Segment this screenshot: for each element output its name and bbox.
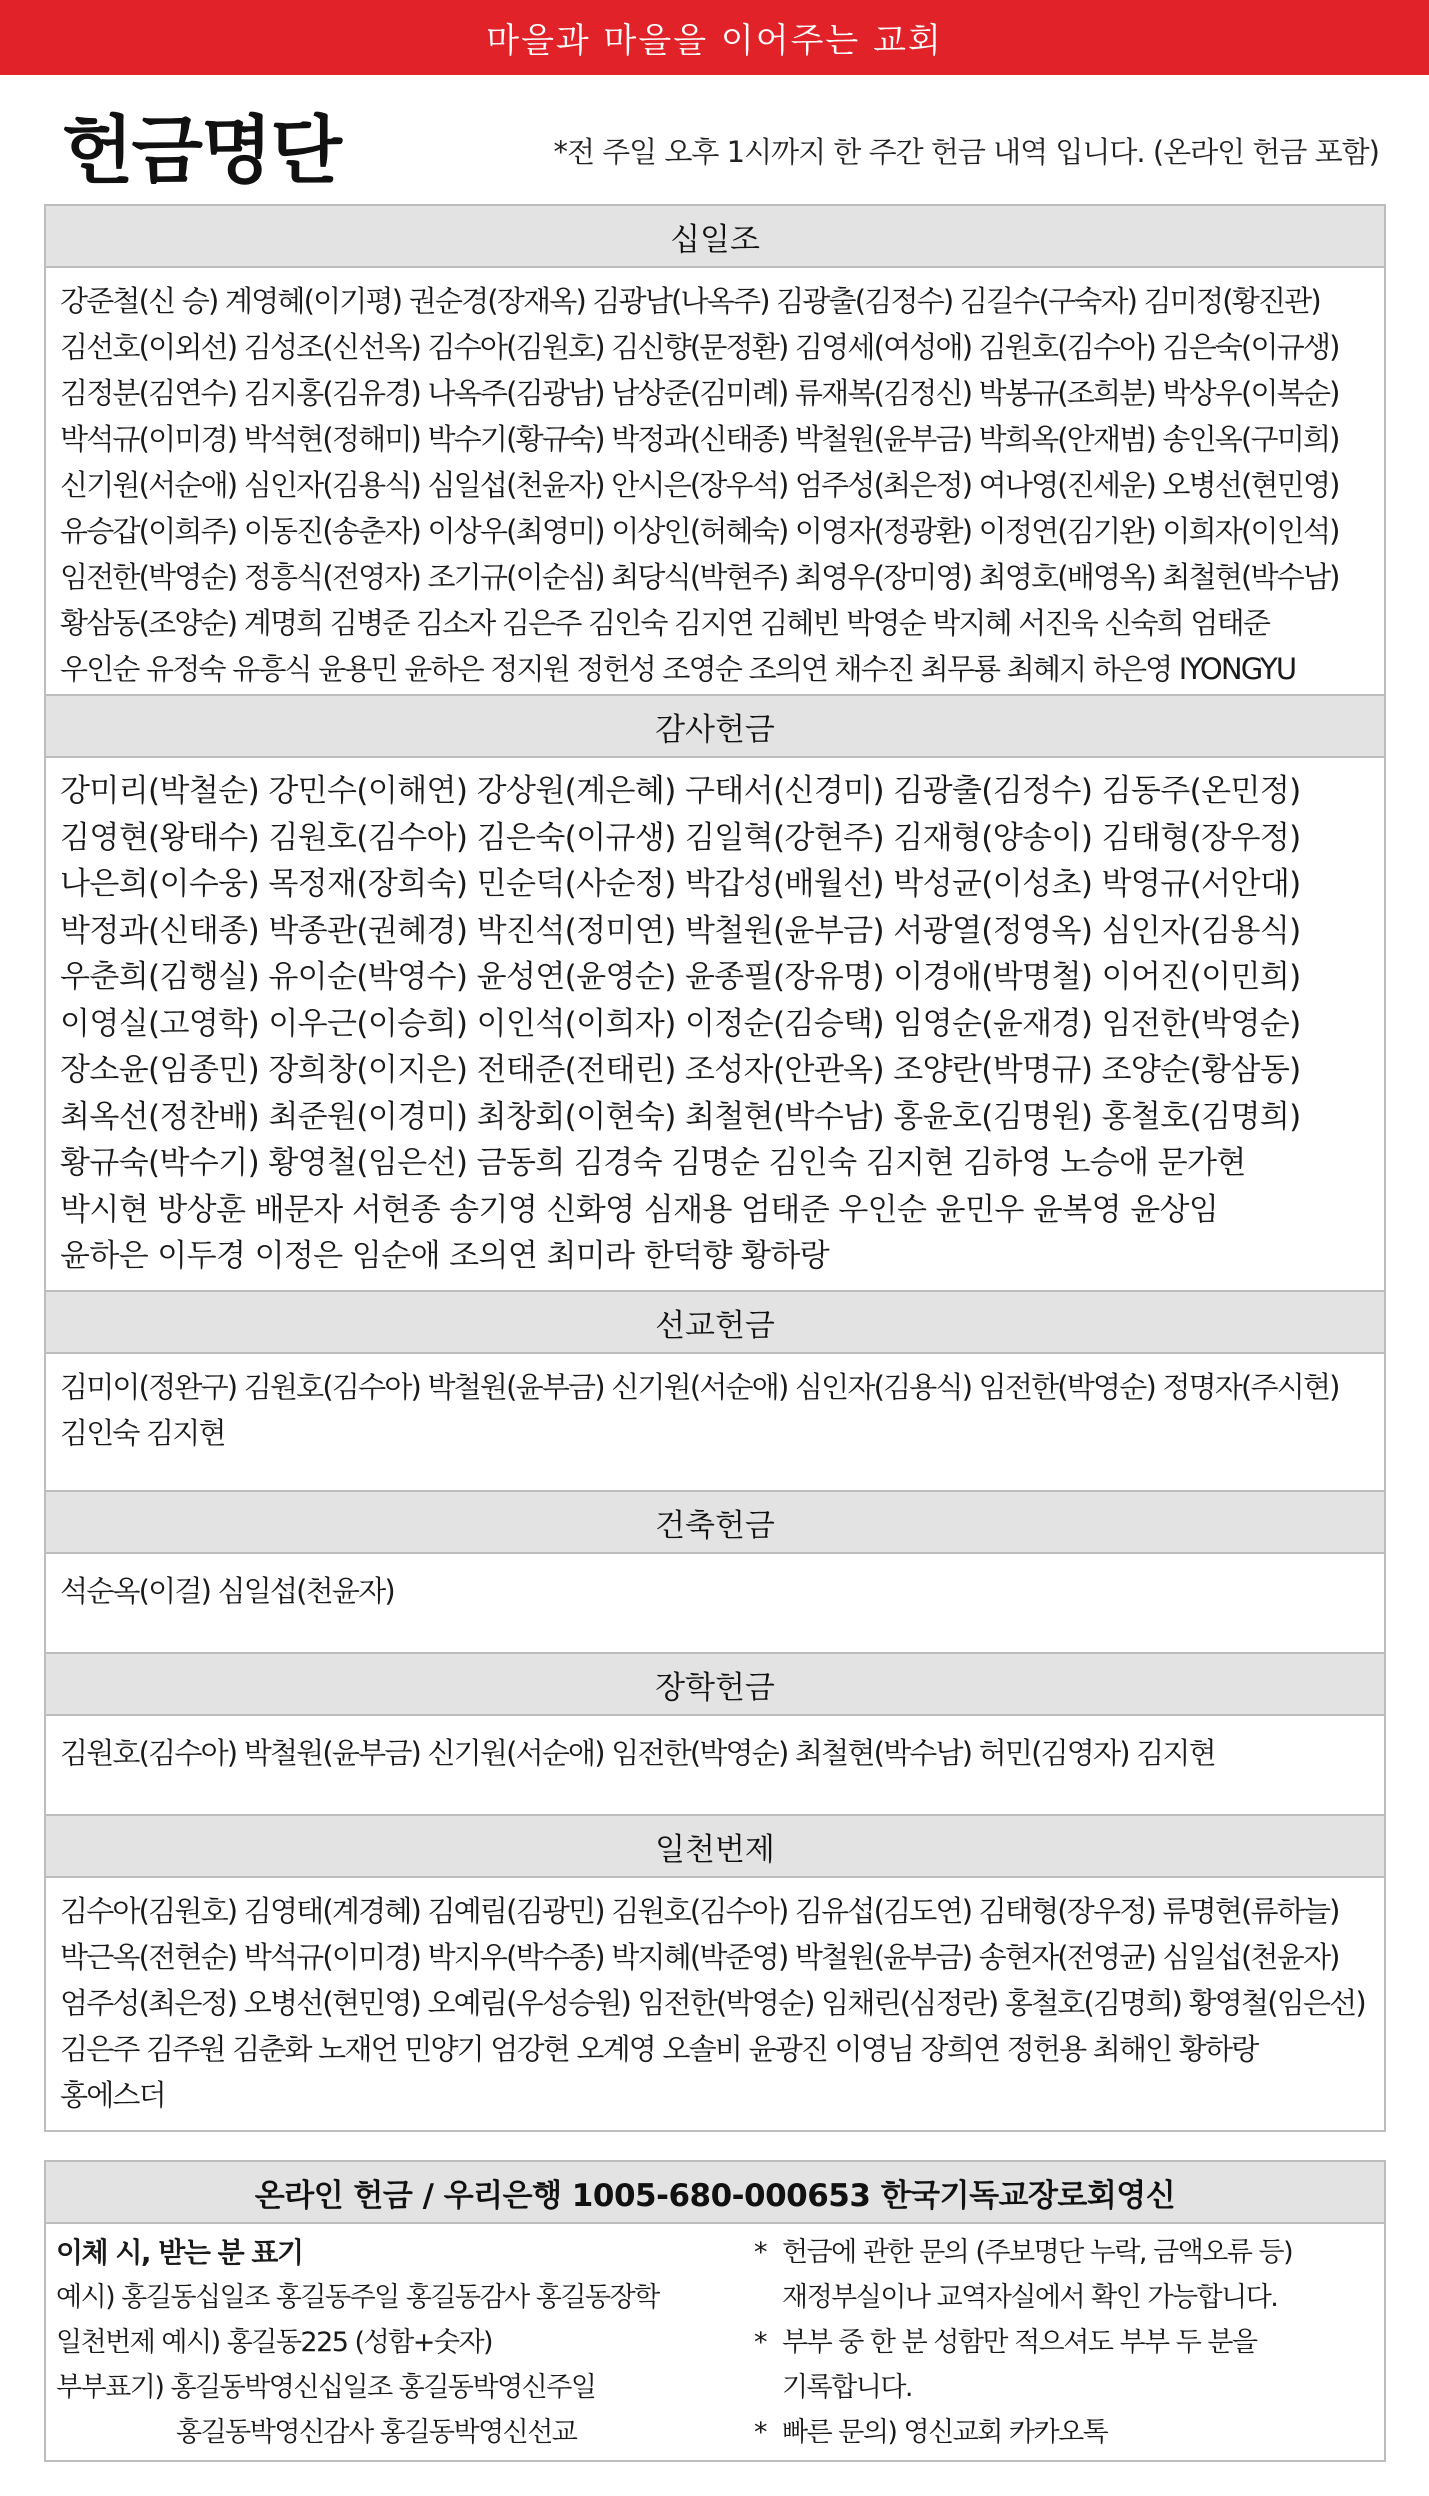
name-line: 강준철(신 승) 계영혜(이기평) 권순경(장재옥) 김광남(나옥주) 김광출(김정수) 김길수(구숙자) 김미정(황진관) [60,284,1320,318]
name-line: 김수아(김원호) 김영태(계경혜) 김예림(김광민) 김원호(김수아) 김유섭(김도연) 김태형(장우정) 류명현(류하늘) [60,1894,1339,1928]
transfer-example: 부부표기) 홍길동박영신십일조 홍길동박영신주일 [56,2372,596,2403]
section-title: 선교헌금 [46,1292,1384,1354]
name-line: 나은희(이수웅) 목정재(장희숙) 민순덕(사순정) 박갑성(배월선) 박성균(이성초) 박영규(서안대) [60,866,1301,902]
transfer-guide [56,2230,776,2455]
name-line: 박근옥(전현순) 박석규(이미경) 박지우(박수종) 박지혜(박준영) 박철원(윤부금) 송현자(전영균) 심일섭(천윤자) [60,1940,1339,1974]
section-body [46,268,1384,692]
name-line: 강미리(박철순) 강민수(이해연) 강상원(계은혜) 구태서(신경미) 김광출(김정수) 김동주(온민정) [60,773,1301,809]
inquiry-note: 헌금에 관한 문의 (주보명단 누락, 금액오류 등) [782,2237,1293,2268]
name-line: 우춘희(김행실) 유이순(박영수) 윤성연(윤영순) 윤종필(장유명) 이경애(박명철) 이어진(이민희) [60,959,1301,995]
name-line: 황규숙(박수기) 황영철(임은선) 금동희 김경숙 김명순 김인숙 김지현 김하영 노승애 문가현 [60,1145,1246,1181]
section-title: 건축헌금 [46,1492,1384,1554]
section-body [46,1554,1384,1614]
inquiry-note: 기록합니다. [782,2372,912,2403]
section-title: 감사헌금 [46,696,1384,758]
section-tithe [44,204,1386,696]
section-mission [44,1290,1386,1492]
name-line: 유승갑(이희주) 이동진(송춘자) 이상우(최영미) 이상인(허혜숙) 이영자(정광환) 이정연(김기완) 이희자(이인석) [60,514,1339,548]
name-line: 장소윤(임종민) 장희창(이지은) 전태준(전태린) 조성자(안관옥) 조양란(박명규) 조양순(황삼동) [60,1052,1301,1088]
bullet-star: * [754,2237,766,2268]
section-scholarship [44,1652,1386,1816]
name-line: 김영현(왕태수) 김원호(김수아) 김은숙(이규생) 김일혁(강현주) 김재형(양송이) 김태형(장우정) [60,819,1301,856]
name-line: 김미이(정완구) 김원호(김수아) 박철원(윤부금) 신기원(서순애) 심인자(김용식) 임전한(박영순) 정명자(주시현) [60,1370,1339,1404]
bullet-star: * [754,2327,766,2358]
section-thousand-offering [44,1814,1386,2132]
name-line: 석순옥(이걸) 심일섭(천윤자) [60,1574,394,1608]
banner-text: 마을과 마을을 이어주는 교회 [486,21,943,61]
name-line: 윤하은 이두경 이정은 임순애 조의연 최미라 한덕향 황하랑 [60,1238,830,1274]
inquiry-note: 빠른 문의) 영신교회 카카오톡 [782,2417,1108,2448]
name-line: 임전한(박영순) 정흥식(전영자) 조기규(이순심) 최당식(박현주) 최영우(장미영) 최영호(배영옥) 최철현(박수남) [60,560,1339,594]
transfer-guide-heading: 이체 시, 받는 분 표기 [56,2236,303,2269]
bullet-star: * [754,2417,766,2448]
name-line: 김인숙 김지현 [60,1416,225,1450]
inquiry-notes [754,2230,1384,2455]
name-line: 박석규(이미경) 박석현(정해미) 박수기(황규숙) 박정과(신태종) 박철원(윤부금) 박희옥(안재범) 송인옥(구미희) [60,422,1339,456]
top-banner [0,0,1429,75]
transfer-example: 일천번제 예시) 홍길동225 (성함+숫자) [56,2327,493,2358]
online-offering-title: 온라인 헌금 / 우리은행 1005-680-000653 한국기독교장로회영신 [46,2162,1384,2224]
online-offering-box [44,2160,1386,2462]
section-title: 십일조 [46,206,1384,268]
name-line: 신기원(서순애) 심인자(김용식) 심일섭(천윤자) 안시은(장우석) 엄주성(최은정) 여나영(진세운) 오병선(현민영) [60,468,1339,502]
notice-text: *전 주일 오후 1시까지 한 주간 헌금 내역 입니다. (온라인 헌금 포함) [553,135,1379,169]
name-line: 박정과(신태종) 박종관(권혜경) 박진석(정미연) 박철원(윤부금) 서광열(정영옥) 심인자(김용식) [60,912,1301,949]
section-body [46,1354,1384,1456]
name-line: 우인순 유정숙 유흥식 윤용민 윤하은 정지원 정헌성 조영순 조의연 채수진 최무룡 최혜지 하은영 IYONGYU [60,652,1296,686]
section-body [46,758,1384,1280]
section-body [46,1878,1384,2118]
section-title: 일천번제 [46,1816,1384,1878]
name-line: 김정분(김연수) 김지홍(김유경) 나옥주(김광남) 남상준(김미례) 류재복(김정신) 박봉규(조희분) 박상우(이복순) [60,376,1339,410]
inquiry-note: 재정부실이나 교역자실에서 확인 가능합니다. [782,2282,1278,2313]
name-line: 최옥선(정찬배) 최준원(이경미) 최창회(이현숙) 최철현(박수남) 홍윤호(김명원) 홍철호(김명희) [60,1098,1301,1135]
page-title: 헌금명단 [62,108,340,194]
name-line: 박시현 방상훈 배문자 서현종 송기영 신화영 심재용 엄태준 우인순 윤민우 윤복영 윤상임 [60,1191,1219,1228]
name-line: 황삼동(조양순) 계명희 김병준 김소자 김은주 김인숙 김지연 김혜빈 박영순 박지혜 서진욱 신숙희 엄태준 [60,606,1270,640]
transfer-example: 홍길동박영신감사 홍길동박영신선교 [176,2417,577,2448]
section-body [46,1716,1384,1776]
name-line: 김원호(김수아) 박철원(윤부금) 신기원(서순애) 임전한(박영순) 최철현(박수남) 허민(김영자) 김지현 [60,1736,1215,1770]
section-building [44,1490,1386,1654]
name-line: 엄주성(최은정) 오병선(현민영) 오예림(우성승원) 임전한(박영순) 임채린(심정란) 홍철호(김명희) 황영철(임은선) [60,1986,1365,2020]
inquiry-note: 부부 중 한 분 성함만 적으셔도 부부 두 분을 [782,2327,1257,2358]
name-line: 김선호(이외선) 김성조(신선옥) 김수아(김원호) 김신향(문정환) 김영세(여성애) 김원호(김수아) 김은숙(이규생) [60,330,1339,364]
online-offering-body [46,2224,1384,2460]
transfer-example: 예시) 홍길동십일조 홍길동주일 홍길동감사 홍길동장학 [56,2282,659,2313]
name-line: 김은주 김주원 김춘화 노재언 민양기 엄강현 오계영 오솔비 윤광진 이영님 장희연 정헌용 최해인 황하랑 [60,2032,1258,2066]
section-title: 장학헌금 [46,1654,1384,1716]
name-line: 홍에스더 [60,2078,165,2112]
name-line: 이영실(고영학) 이우근(이승희) 이인석(이희자) 이정순(김승택) 임영순(윤재경) 임전한(박영순) [60,1005,1301,1042]
section-thanksgiving [44,694,1386,1292]
